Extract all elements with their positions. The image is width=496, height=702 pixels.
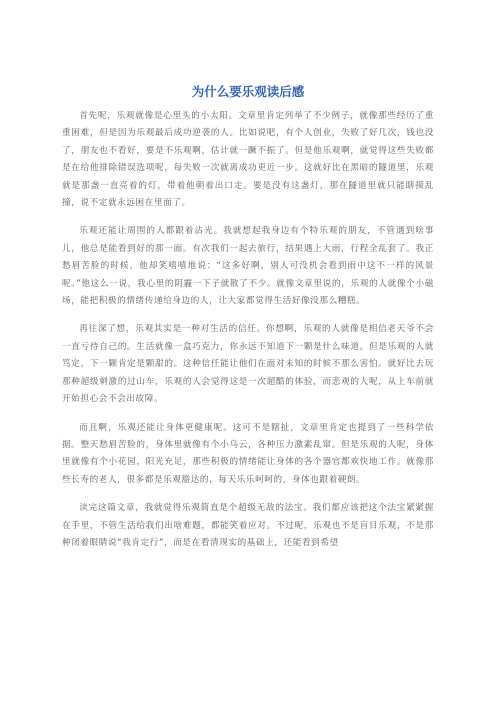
- paragraph-3: 再往深了想，乐观其实是一种对生活的信任。你想啊，乐观的人就像是相信老天爷不会一直亏待自己的。生活就像一盒巧克力，你永远不知道下一颗是什么味道。但是乐观的人就笃定，下一颗肯定是颗甜的。这种信任能让他们在面对未知的时候不那么害怕。就好比去玩那种超级刺激的过山车，乐观的人会觉得这是一次超酷的体验，而悲观的人呢，从上车前就开始担心会不会出故障。: [62, 324, 434, 405]
- paragraph-2: 乐观还能让周围的人都跟着沾光。我就想起我身边有个特乐观的朋友，不管遇到啥事儿，他总是能看到好的那一面。有次我们一起去旅行，结果遇上大雨，行程全乱套了。我正愁眉苦脸的时候，他却笑嘻嘻地说：“这多好啊，别人可没机会看到雨中这不一样的风景呢。”他这么一说，我心里的阴霾一下子就散了不少。就像文章里说的，乐观的人就像个小磁场，能把积极的情绪传递给身边的人，让大家都觉得生活好像没那么糟糕。: [62, 226, 434, 307]
- paragraph-1: 首先呢，乐观就像是心里头的小太阳。文章里肯定列举了不少例子，就像那些经历了重重困难，但是因为乐观最后成功逆袭的人。比如说吧，有个人创业，失败了好几次，钱也没了，朋友也不看好，要是不乐观啊，估计就一蹶不振了。但是他乐观啊，就觉得这些失败都是在给他排除错误选项呢，每失败一次就离成功更近一步。这就好比在黑暗的隧道里，乐观就是那盏一直亮着的灯，带着他朝着出口走。要是没有这盏灯，那在隧道里就只能瞎摸乱撞，说不定就永远困在里面了。: [62, 111, 434, 209]
- document-title: 为什么要乐观读后感: [191, 84, 305, 99]
- paragraph-4: 而且啊，乐观还能让身体更健康呢。这可不是瞎扯，文章里肯定也提到了一些科学依据。整天愁眉苦脸的，身体里就像有个小乌云，各种压力激素乱窜。但是乐观的人呢，身体里就像有个小花园，阳光充足，那些积极的情绪能让身体的各个器官都欢快地工作。就像那些长寿的老人，很多都是乐观豁达的，每天乐乐呵呵的，身体也跟着硬朗。: [62, 422, 434, 485]
- paragraph-5: 读完这篇文章，我就觉得乐观简直是个超级无敌的法宝。我们都应该把这个法宝紧紧握在手里，不管生活给我们出啥难题，都能笑着应对。不过呢，乐观也不是盲目乐观，不是那种闭着眼睛说“我肯定行”，而是在看清现实的基础上，还能看到希望: [62, 503, 434, 548]
